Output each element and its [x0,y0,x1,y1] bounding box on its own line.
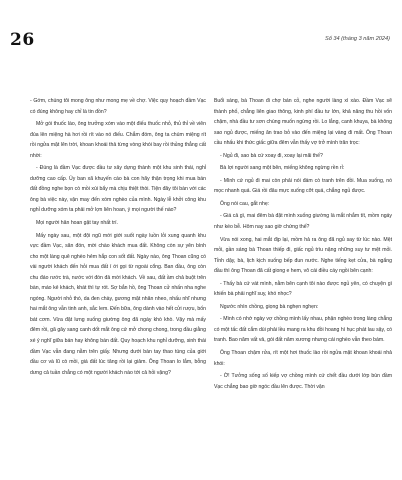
paragraph: Bà lợi người sang một bên, miếng không ngừng rền rỉ: [220,165,345,172]
paragraph: Ngước nhìn chồng, giọng bà nghẹn nghẹn: [220,303,319,310]
paragraph: Ông Thoan chậm rửa, rít một hơi thuốc lào rồi ngửa mặt khoan khoái nhả khói: [214,350,392,367]
page-header [10,30,390,54]
paragraph: - Gớm, chúng tôi mong ông như mong mẹ về chợ. Việc quy hoạch đầm Vạc có đúng không hay chỉ là tin đồn? [30,98,206,115]
paragraph: - Giá cả gì, mai đêm bà đặt mình xuống giường là mắt nhắm tít, mồm ngáy như kéo bễ. Hôm nay sao giờ chứng thế? [214,213,392,231]
paragraph: Mọi người hân hoan gật tay nhất trí. [36,220,118,227]
paragraph: - Mình cứ ngủ đi mai còn phải nói đám cò tranh trên đồi. Mua xuống, nó mọc nhanh quá. Giá rồi đâu mực xuống cỡt quá, chẳng ngủ được. [214,177,392,195]
right-column [214,96,392,394]
paragraph: - Ờ! Tưởng sống số kiếp vợ chồng mình cứ chết đầu dưới lớp bùn đầm Vạc chẳng bao giờ ngóc đầu lên được. Thời vận [214,373,392,390]
paragraph: Vừa nói xong, hai mắt địp lại, mồm hả ra ông đã ngủ say từ lúc nào. Mệt mỏi, gần sáng bà Thoan thiếp đi, giấc ngủ trìu nặng những suy tư mệt mỏi. Tỉnh dậy, bà, lịch kịch xuống bếp đun nước. Nghe tiếng kẹt cửa, bà ngẩng đầu thì ông Thoan đã cất giong e hem, vô cái điều cáy ngồi bên cạnh: [214,236,392,275]
left-column [30,96,206,380]
paragraph: - Thấy bà cứ vát mình, nằm bên cạnh tôi nào được ngủ yên, có chuyện gì khiến bà phải nghĩ suy, khó nhọc? [214,280,392,298]
paragraph: Ông nói cau, gắt nhẹ: [220,200,270,207]
paragraph: - Mình có nhớ ngày vợ chồng mình lấy nhau, phận nghèo trong làng chẳng có một tấc đất cắm dùi phải lều mang ra khu đồi hoang hì hục phát lau sậy, có tranh. Bao năm vất vả, gói đất năm xương nhưng cái nghèo vẫn theo bám. [214,316,392,344]
paragraph: - Ngủ đi, sao bà cứ xoay đi, xoay lại mãi thế? [220,152,323,159]
paragraph: Mở gói thuốc lào, ông trưởng xóm vào một điếu thuốc nhỏ, thủ thỉ về viên đúa lên miệng hà hơi rồi rít vào nó điếu. Chẳm đóm, ông ta chúm miệng rít rồi ngửa mặt lên trời, khoan khoái thả từng vòng khói bay rồi thủng thẳng cất nhời: [30,121,206,159]
page-number: 26 [10,30,35,50]
paragraph: Buổi sáng, bà Thoan đi chợ bán cỏ, nghe người làng xì xào. Đầm Vạc sẽ thành phố, chẳng liên giao thông, kinh phí đầu tư lớn, khả năng thu hồi vốn chậm, nhà đầu tư sơn chùng muốn ngừng rồi. Lo lắng, canh khuya, bà không sao ngủ được, miếng ăn trao bỏ vào đến miệng lại vàng đi mất. Ông Thoan cầu nhấu khi thức giấc giữa đêm vẫn thấy vợ trở mình trăn trọc: [214,98,392,147]
paragraph: Mấy ngày sau, một đội ngũ mới giới suốt ngày luồn lỏi xung quanh khu vực đầm Vạc, săn đón, mời chào khách mua đất. Không còn sự yên bình cho một làng quê nghèo hẻm hắp con sốt đất. Ngày nào, ông Thoan cũng có vài người khách đến hỏi mua đất í ới gọi từ ngoài cổng. Ban đầu, ông còn chu đáo rước trà, nước với đón đả mời khách. Về sau, đất ầm chả buột trên bàn, máo kẻ khách, khát thì tự rót. Sợ bắn hồ, ông Thoan cử nhấn nha nghe ngóng. Người nhỏ thó, da đen chày, gương mặt nhăn nheo, nhấu nhĩ nhưng hai mắt ông vẫn tinh anh, sắc lem. Đến bữa, ông dành vào hết cửi rượu, bốn bát cơm. Vừa đặt lưng xuống giường ông đã ngáy khò khò. Vậy mà mấy đêm rồi, gã gây sang canh dốt mắt ông cứ mở chong chong, trong đầu giằng xé ý nghĩ giữa bán hay không bán đất. Quy hoạch khu nghỉ dưỡng, sinh thái đầm Vạc vẫn đang nằm trên giấy. Nhưng dưới bàn tay thao túng của giới đầu cơ và lũ cò mồi, giá đất lúc tăng rồi lại giảm. Ông Thoan lo lắm, bỗng dưng cả tuần chẳng có một người khách nào tới cả hỏi vặng? [30,232,206,376]
paragraph: - Đúng là đầm Vạc được đầu tư xây dựng thành một khu sinh thái, nghỉ dưỡng cao cấp. Ủy ban xã khuyến cáo bà con hãy thận trọng khi mua bán đất đồng nghe bọn cò mồi xúi bẩy mà chịu thiệt thòi. Tiện đây tôi bàn với các ông bà việc này, vận may đến xóm nghèo của mình. Ngày lễ khởi công khu nghỉ dưỡng xóm ta phải mở lợn liên hoan, ý mọi người thế nào? [30,165,206,214]
issue-info: Số 34 (tháng 3 năm 2024) [325,36,390,42]
